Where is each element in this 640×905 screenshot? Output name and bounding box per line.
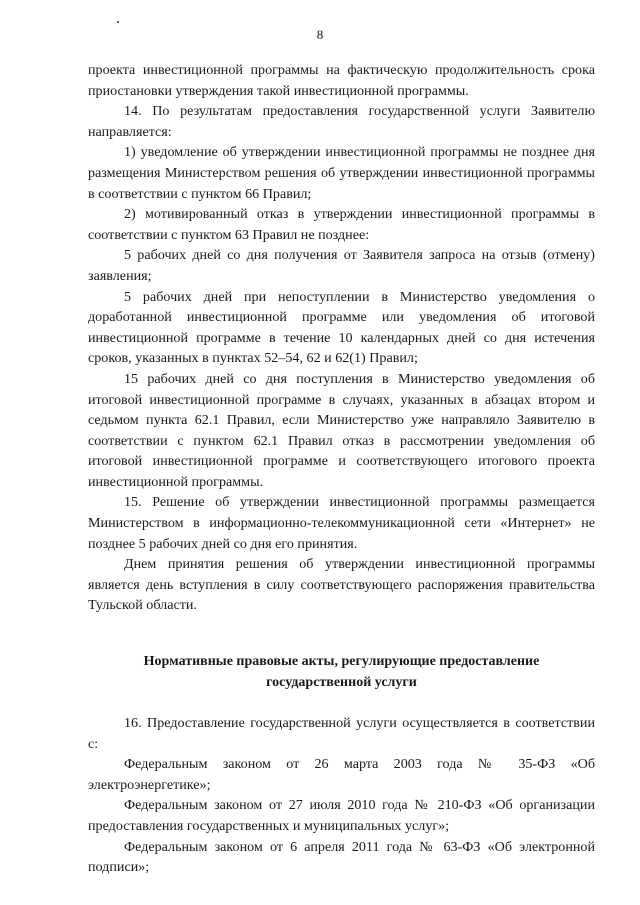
paragraph-term-3: 15 рабочих дней со дня поступления в Министерство уведомления об итоговой инвестиционной программе в случаях, указанных в абзацах втором и седьмом пункта 62.1 Правил, если Министерство уже направляло Заявителю в соответствии с пунктом 62.1 Правил отказ в рассмотрении уведомления об итоговой инвестиционной программе и соответствующего итогового проекта инвестиционной программы. xyxy=(88,370,595,490)
paragraph-decision-day: Днем принятия решения об утверждении инвестиционной программы является день вступления в силу соответствующего распоряжения правительства Тульской области. xyxy=(88,556,595,614)
paragraph-item-15: 15. Решение об утверждении инвестиционной программы размещается Министерством в информационно-телекоммуникационной сети «Интернет» не позднее 5 рабочих дней со дня его принятия. xyxy=(88,494,595,552)
paragraph-term-1: 5 рабочих дней со дня получения от Заявителя запроса на отзыв (отмену) заявления; xyxy=(88,247,595,284)
paragraph-item-16: 16. Предоставление государственной услуги осуществляется в соответствии с: xyxy=(88,715,595,752)
scan-speck xyxy=(117,21,119,23)
paragraph-law-63fz: Федеральным законом от 6 апреля 2011 года № 63-ФЗ «Об электронной подписи»; xyxy=(88,838,595,876)
paragraph-subitem-2: 2) мотивированный отказ в утверждении инвестиционной программы в соответствии с пунктом 63 Правил не позднее: xyxy=(88,206,595,243)
section-heading-line-1: Нормативные правовые акты, регулирующие предоставление xyxy=(143,654,540,670)
paragraph-item-14: 14. По результатам предоставления государственной услуги Заявителю направляется: xyxy=(88,103,595,140)
paragraph-term-2: 5 рабочих дней при непоступлении в Министерство уведомления о доработанной инвестиционной программе или уведомления об итоговой инвестиционной программе в течение 10 календарных дней со дня истечения сроков, указанных в пунктах 52–54, 62 и 62(1) Правил; xyxy=(88,288,595,367)
paragraph-continuation: проекта инвестиционной программы на фактическую продолжительность срока приостановки утверждения такой инвестиционной программы. xyxy=(88,62,595,99)
page-number: 8 xyxy=(316,27,324,42)
paragraph-law-35fz: Федеральным законом от 26 марта 2003 года № 35-ФЗ «Об электроэнергетике»; xyxy=(88,756,595,793)
paragraph-subitem-1: 1) уведомление об утверждении инвестиционной программы не позднее дня размещения Министерством решения об утверждении инвестиционной программы в соответствии с пунктом 66 Правил; xyxy=(88,144,595,202)
document-body xyxy=(88,60,595,878)
paragraph-law-210fz: Федеральным законом от 27 июля 2010 года № 210-ФЗ «Об организации предоставления государственных и муниципальных услуг»; xyxy=(88,797,595,834)
section-heading-line-2: государственной услуги xyxy=(266,674,417,690)
